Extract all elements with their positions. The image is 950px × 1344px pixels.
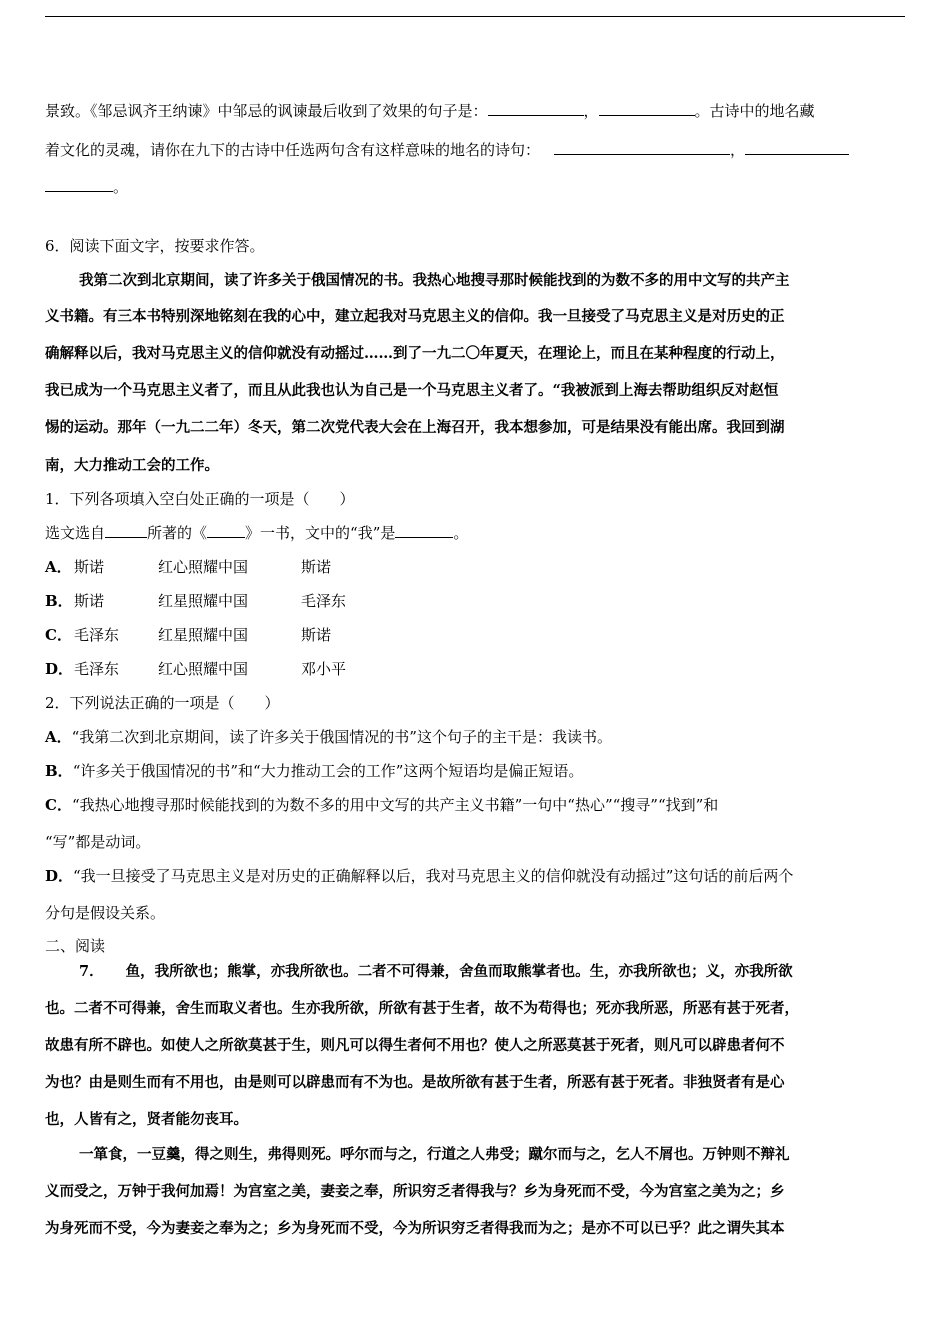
- option-letter: C．: [45, 796, 72, 814]
- passage-line: 我第二次到北京期间，读了许多关于俄国情况的书。我热心地搜寻那时候能找到的为数不多的用中文写的共产主: [79, 272, 790, 289]
- comma: ，: [583, 102, 599, 120]
- option-letter: D．: [45, 660, 74, 678]
- answer-blank[interactable]: [45, 177, 113, 192]
- option-col-3: 斯诺: [301, 558, 332, 576]
- passage-line: 义书籍。有三本书特别深地铭刻在我的心中，建立起我对马克思主义的信仰。我一旦接受了马克思主义是对历史的正: [45, 308, 785, 325]
- option-col-1: 毛泽东: [74, 626, 120, 644]
- option-text: “我热心地搜寻那时候能找到的为数不多的用中文写的共产主义书籍”一句中“热心”“搜寻”“找到”和: [71, 796, 719, 814]
- option-text: “许多关于俄国情况的书”和“大力推动工会的工作”这两个短语均是偏正短语。: [72, 762, 584, 780]
- passage-line: 惕的运动。那年（一九二二年）冬天，第二次党代表大会在上海召开，我本想参加，可是结果没有能出席。我回到湖: [45, 419, 785, 436]
- option-col-1: 斯诺: [74, 592, 105, 610]
- passage-line: 一箪食，一豆羹，得之则生，弗得则死。呼尔而与之，行道之人弗受；蹴尔而与之，乞人不屑也。万钟则不辩礼: [79, 1146, 790, 1163]
- passage-line: 故患有所不辟也。如使人之所欲莫甚于生，则凡可以得生者何不用也？使人之所恶莫甚于死者，则凡可以辟患者何不: [45, 1037, 785, 1054]
- section-heading: 二、阅读: [45, 937, 106, 955]
- option-text: “我一旦接受了马克思主义是对历史的正确解释以后，我对马克思主义的信仰就没有动摇过”这句话的前后两个: [73, 867, 794, 885]
- answer-blank[interactable]: [599, 101, 695, 116]
- fill-line-2-text: 着文化的灵魂，请你在九下的古诗中任选两句含有这样意味的地名的诗句：: [45, 141, 541, 159]
- fill-text: 。: [453, 524, 469, 542]
- passage-line: [79, 962, 793, 982]
- passage-line: 为也？由是则生而有不用也，由是则可以辟患而有不为也。是故所欲有甚于生者，所恶有甚于死者。非独贤者有是心: [45, 1074, 785, 1091]
- passage-line: 为身死而不受，今为妻妾之奉为之；乡为身死而不受，今为所识穷乏者得我而为之；是亦不可以已乎？此之谓失其本: [45, 1220, 785, 1237]
- answer-blank[interactable]: [105, 523, 147, 538]
- option-letter: C．: [45, 626, 72, 644]
- sub-question-2-stem: 2．下列说法正确的一项是（ ）: [45, 694, 280, 712]
- period: 。: [113, 178, 129, 196]
- sub-question-1-fill: [45, 523, 468, 543]
- option-letter: B．: [45, 592, 73, 610]
- fill-text: 》一书，文中的“我”是: [245, 524, 396, 542]
- option-col-3: 毛泽东: [301, 592, 347, 610]
- passage-line: 义而受之，万钟于我何加焉！为宫室之美，妻妾之奉，所识穷乏者得我与？乡为身死而不受，今为宫室之美为之；乡: [45, 1183, 785, 1200]
- option-b[interactable]: [45, 591, 347, 611]
- comma: ，: [730, 141, 746, 159]
- answer-blank[interactable]: [207, 523, 245, 538]
- option-col-2: 红心照耀中国: [158, 660, 249, 678]
- option-col-1: 毛泽东: [74, 660, 120, 678]
- option-col-3: 邓小平: [301, 660, 347, 678]
- passage-line: 确解释以后，我对马克思主义的信仰就没有动摇过……到了一九二〇年夏天，在理论上，而且在某种程度的行动上，: [45, 345, 785, 362]
- fill-line-2: [45, 140, 849, 160]
- option-col-3: 斯诺: [301, 626, 332, 644]
- passage-line: 也，人皆有之，贤者能勿丧耳。: [45, 1111, 248, 1128]
- fill-line-1: [45, 101, 815, 121]
- answer-blank[interactable]: [395, 523, 453, 538]
- fill-line-1-tail: 。古诗中的地名藏: [694, 102, 815, 120]
- question-6-heading: 6．阅读下面文字，按要求作答。: [45, 237, 265, 255]
- option-d-continued: 分句是假设关系。: [45, 904, 166, 922]
- option-a[interactable]: [45, 557, 332, 577]
- option-col-1: 斯诺: [74, 558, 105, 576]
- sub-question-1-stem: 1．下列各项填入空白处正确的一项是（ ）: [45, 490, 355, 508]
- fill-line-1-text: 景致。《邹忌讽齐王纳谏》中邹忌的讽谏最后收到了效果的句子是：: [45, 102, 488, 120]
- header-rule: [45, 16, 905, 17]
- fill-text: 选文选自: [45, 524, 106, 542]
- fill-line-3: [45, 177, 128, 197]
- question-7-number: 7．: [79, 963, 104, 980]
- option-c[interactable]: [45, 625, 332, 645]
- passage-text: 鱼，我所欲也；熊掌，亦我所欲也。二者不可得兼，舍鱼而取熊掌者也。生，亦我所欲也；义，亦我所欲: [125, 963, 793, 980]
- option-letter: A．: [45, 558, 72, 576]
- option-col-2: 红心照耀中国: [158, 558, 249, 576]
- passage-line: 南，大力推动工会的工作。: [45, 457, 219, 474]
- option-text: “我第二次到北京期间，读了许多关于俄国情况的书”这个句子的主干是：我读书。: [71, 728, 612, 746]
- option-c-continued: “写”都是动词。: [45, 833, 151, 851]
- passage-line: 也。二者不可得兼，舍生而取义者也。生亦我所欲，所欲有甚于生者，故不为苟得也；死亦我所恶，所恶有甚于死者，: [45, 1000, 799, 1017]
- answer-blank[interactable]: [554, 140, 730, 155]
- option-col-2: 红星照耀中国: [158, 626, 249, 644]
- answer-blank[interactable]: [488, 101, 584, 116]
- option-c[interactable]: [45, 795, 718, 815]
- fill-text: 所著的《: [147, 524, 208, 542]
- option-letter: A．: [45, 728, 72, 746]
- answer-blank[interactable]: [745, 140, 849, 155]
- option-letter: D．: [45, 867, 74, 885]
- option-col-2: 红星照耀中国: [158, 592, 249, 610]
- option-b[interactable]: [45, 761, 583, 781]
- option-d[interactable]: [45, 866, 793, 886]
- option-a[interactable]: [45, 727, 612, 747]
- option-d[interactable]: [45, 659, 347, 679]
- passage-line: 我已成为一个马克思主义者了，而且从此我也认为自己是一个马克思主义者了。“我被派到上海去帮助组织反对赵恒: [45, 382, 779, 399]
- option-letter: B．: [45, 762, 73, 780]
